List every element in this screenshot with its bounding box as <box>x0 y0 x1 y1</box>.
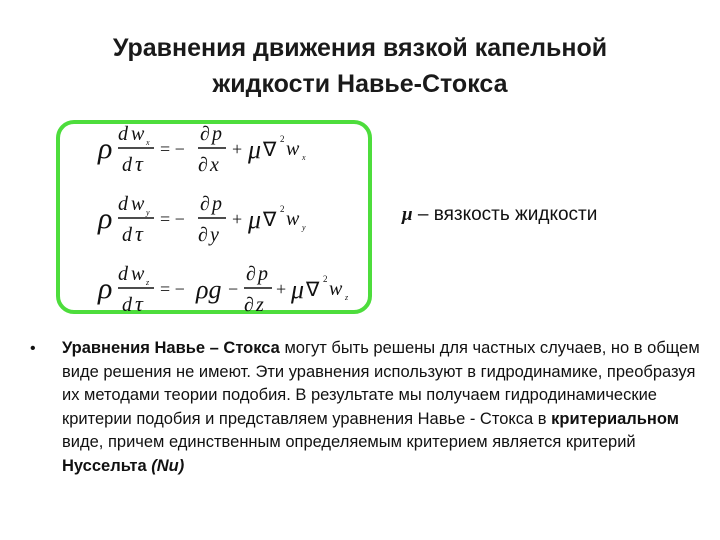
plus-sign: + <box>232 209 243 229</box>
title-line-1: Уравнения движения вязкой капельной <box>112 34 608 62</box>
w-symbol: w <box>131 123 145 145</box>
subscript-x: x <box>146 138 150 147</box>
rho-g-term: ρg <box>196 275 222 304</box>
p-symbol: p <box>258 263 268 285</box>
y-symbol: y <box>210 224 219 246</box>
equation-y <box>97 193 306 246</box>
d-symbol: d <box>122 224 132 246</box>
w-symbol: w <box>131 193 145 215</box>
w-symbol: w <box>286 138 300 160</box>
rho-symbol: ρ <box>98 202 113 235</box>
plus-sign: + <box>276 279 287 299</box>
partial-symbol: ∂ <box>246 263 256 285</box>
p-symbol: p <box>212 193 222 215</box>
mu-label-symbol: μ <box>402 204 413 225</box>
equals-minus: = − <box>160 279 185 299</box>
w-symbol: w <box>286 208 300 230</box>
rho-symbol: ρ <box>98 132 113 165</box>
mu-symbol: μ <box>248 135 262 164</box>
x-symbol: x <box>210 154 219 176</box>
nabla-symbol: ∇ <box>263 209 277 231</box>
superscript-2: 2 <box>280 204 285 214</box>
body-paragraph <box>62 337 702 478</box>
d-symbol: d <box>118 263 128 285</box>
partial-symbol: ∂ <box>244 294 254 316</box>
bullet-marker: • <box>30 340 36 357</box>
title-line-2: жидкости Навье-Стокса <box>212 70 508 98</box>
p-symbol: p <box>212 123 222 145</box>
nabla-symbol: ∇ <box>306 279 320 301</box>
partial-symbol: ∂ <box>200 193 210 215</box>
subscript-z: z <box>146 278 150 287</box>
mu-symbol: μ <box>248 205 262 234</box>
tau-symbol: τ <box>135 151 143 176</box>
w-symbol: w <box>329 278 343 300</box>
subscript-z: z <box>345 293 349 302</box>
nusselt-term: Нуссельта <box>62 456 147 475</box>
nusselt-abbrev: (Nu) <box>151 456 185 475</box>
criterial-term: критериальном <box>551 409 679 428</box>
viscosity-label: – вязкость жидкости <box>417 204 598 225</box>
subscript-x: x <box>302 153 306 162</box>
rho-symbol: ρ <box>98 272 113 305</box>
partial-symbol: ∂ <box>200 123 210 145</box>
d-symbol: d <box>122 154 132 176</box>
mu-symbol: μ <box>291 275 305 304</box>
z-symbol: z <box>256 294 264 316</box>
nabla-symbol: ∇ <box>263 139 277 161</box>
minus-sign: − <box>228 279 239 299</box>
d-symbol: d <box>118 193 128 215</box>
equation-z <box>97 263 349 316</box>
viscosity-note <box>402 204 597 226</box>
equals-minus: = − <box>160 139 185 159</box>
equals-minus: = − <box>160 209 185 229</box>
para-text-1: могут быть решены для частных случаев, но в общем виде решения не имеют. Эти уравнения используют в гидродинамике, преобразуя их методами теории подобия. В результате мы получаем гидродинамические критерии подобия и представляем уравнения Навье - Стокса в <box>62 339 700 428</box>
tau-symbol: τ <box>135 221 143 246</box>
para-text-2: виде, причем единственным определяемым критерием является критерий <box>62 433 636 451</box>
plus-sign: + <box>232 139 243 159</box>
partial-symbol: ∂ <box>198 154 208 176</box>
superscript-2: 2 <box>323 274 328 284</box>
equation-x <box>97 123 306 176</box>
subscript-y: y <box>146 208 150 217</box>
w-symbol: w <box>131 263 145 285</box>
partial-symbol: ∂ <box>198 224 208 246</box>
superscript-2: 2 <box>280 134 285 144</box>
navier-stokes-term: Уравнения Навье – Стокса <box>62 339 280 357</box>
d-symbol: d <box>122 294 132 316</box>
tau-symbol: τ <box>135 291 143 316</box>
d-symbol: d <box>118 123 128 145</box>
subscript-y: y <box>302 223 306 232</box>
